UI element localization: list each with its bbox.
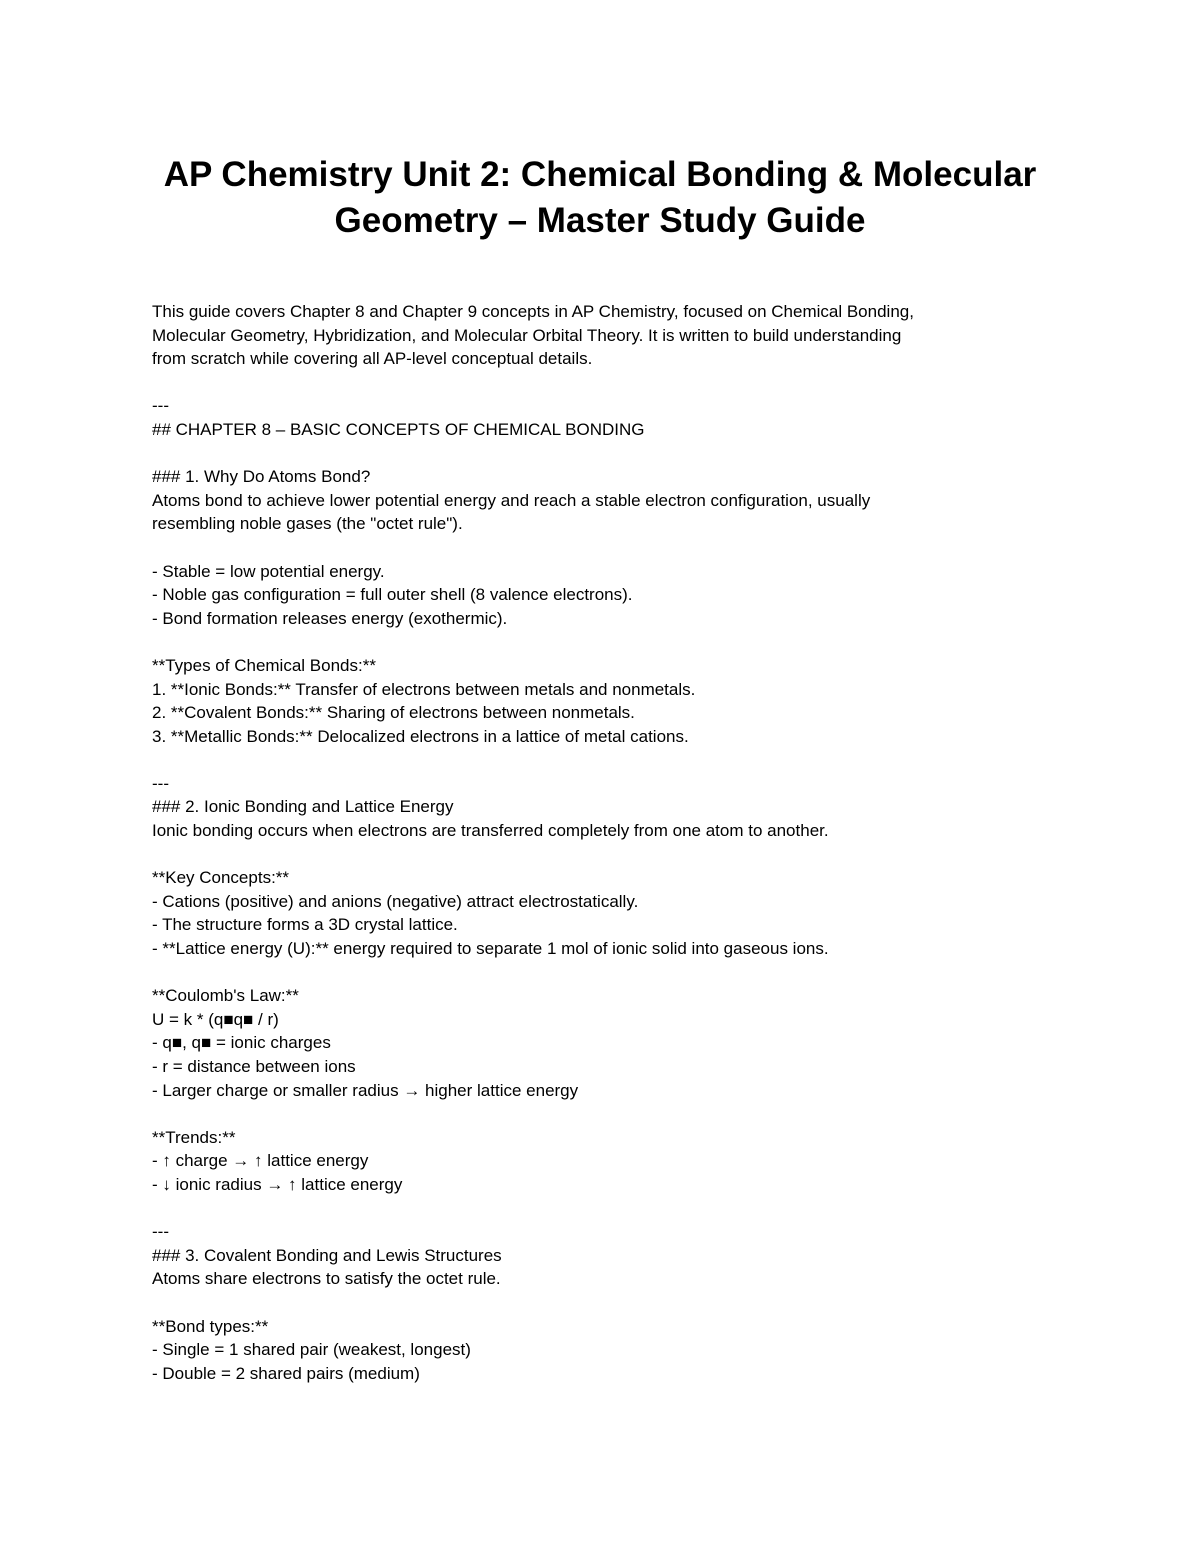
text-line: - Noble gas configuration = full outer shell (8 valence electrons). [152, 585, 633, 605]
text-line: ### 3. Covalent Bonding and Lewis Structures [152, 1245, 502, 1265]
text-line: --- [152, 396, 169, 416]
text-line: ## CHAPTER 8 – BASIC CONCEPTS OF CHEMICAL BONDING [152, 419, 645, 439]
blank-line [152, 371, 1152, 395]
blank-line [152, 630, 1152, 654]
text-line: ### 1. Why Do Atoms Bond? [152, 467, 371, 487]
text-line: Molecular Geometry, Hybridization, and Molecular Orbital Theory. It is written to build understanding [152, 325, 902, 345]
text-line: - q■, q■ = ionic charges [152, 1033, 331, 1053]
text-line: - **Lattice energy (U):** energy required to separate 1 mol of ionic solid into gaseous ions. [152, 939, 829, 959]
text-line: - Stable = low potential energy. [152, 561, 385, 581]
text-line: **Coulomb's Law:** [152, 986, 299, 1006]
text-line: --- [152, 1222, 169, 1242]
text-line: - Single = 1 shared pair (weakest, longest) [152, 1340, 471, 1360]
text-line: 3. **Metallic Bonds:** Delocalized electrons in a lattice of metal cations. [152, 726, 689, 746]
document-body [152, 300, 1152, 1385]
text-line: **Key Concepts:** [152, 868, 290, 888]
title-line: Geometry – Master Study Guide [334, 201, 866, 240]
blank-line [152, 961, 1152, 985]
text-line: - ↓ ionic radius → ↑ lattice energy [152, 1174, 403, 1194]
text-line: - r = distance between ions [152, 1057, 356, 1076]
text-line: - Larger charge or smaller radius → higher lattice energy [152, 1080, 579, 1100]
blank-line [152, 1102, 1152, 1126]
blank-line [152, 1197, 1152, 1221]
text-line: Atoms share electrons to satisfy the octet rule. [152, 1269, 501, 1289]
text-line: resembling noble gases (the "octet rule"). [152, 514, 463, 534]
text-line: - Cations (positive) and anions (negative) attract electrostatically. [152, 891, 639, 911]
text-line: 2. **Covalent Bonds:** Sharing of electrons between nonmetals. [152, 703, 635, 723]
text-line: --- [152, 773, 169, 793]
blank-line [152, 843, 1152, 867]
text-line: - Bond formation releases energy (exothermic). [152, 608, 508, 628]
document-title [100, 152, 1100, 244]
text-line: - The structure forms a 3D crystal lattice. [152, 915, 458, 935]
text-line: - Double = 2 shared pairs (medium) [152, 1363, 420, 1383]
blank-line [152, 442, 1152, 466]
text-line: **Trends:** [152, 1127, 236, 1147]
text-line: U = k * (q■q■ / r) [152, 1009, 279, 1029]
text-line: Ionic bonding occurs when electrons are transferred completely from one atom to another. [152, 821, 829, 841]
text-line: ### 2. Ionic Bonding and Lattice Energy [152, 797, 454, 817]
title-line: AP Chemistry Unit 2: Chemical Bonding & Molecular [163, 155, 1037, 194]
text-line: 1. **Ionic Bonds:** Transfer of electrons between metals and nonmetals. [152, 679, 696, 699]
text-line: - ↑ charge → ↑ lattice energy [152, 1151, 369, 1171]
text-line: This guide covers Chapter 8 and Chapter 9 concepts in AP Chemistry, focused on Chemical Bonding, [152, 302, 914, 321]
text-line: **Bond types:** [152, 1316, 269, 1336]
text-line: Atoms bond to achieve lower potential energy and reach a stable electron configuration, usually [152, 490, 871, 510]
blank-line [152, 1291, 1152, 1315]
text-line: from scratch while covering all AP-level conceptual details. [152, 349, 593, 369]
blank-line [152, 748, 1152, 772]
text-line: **Types of Chemical Bonds:** [152, 655, 376, 675]
blank-line [152, 536, 1152, 560]
